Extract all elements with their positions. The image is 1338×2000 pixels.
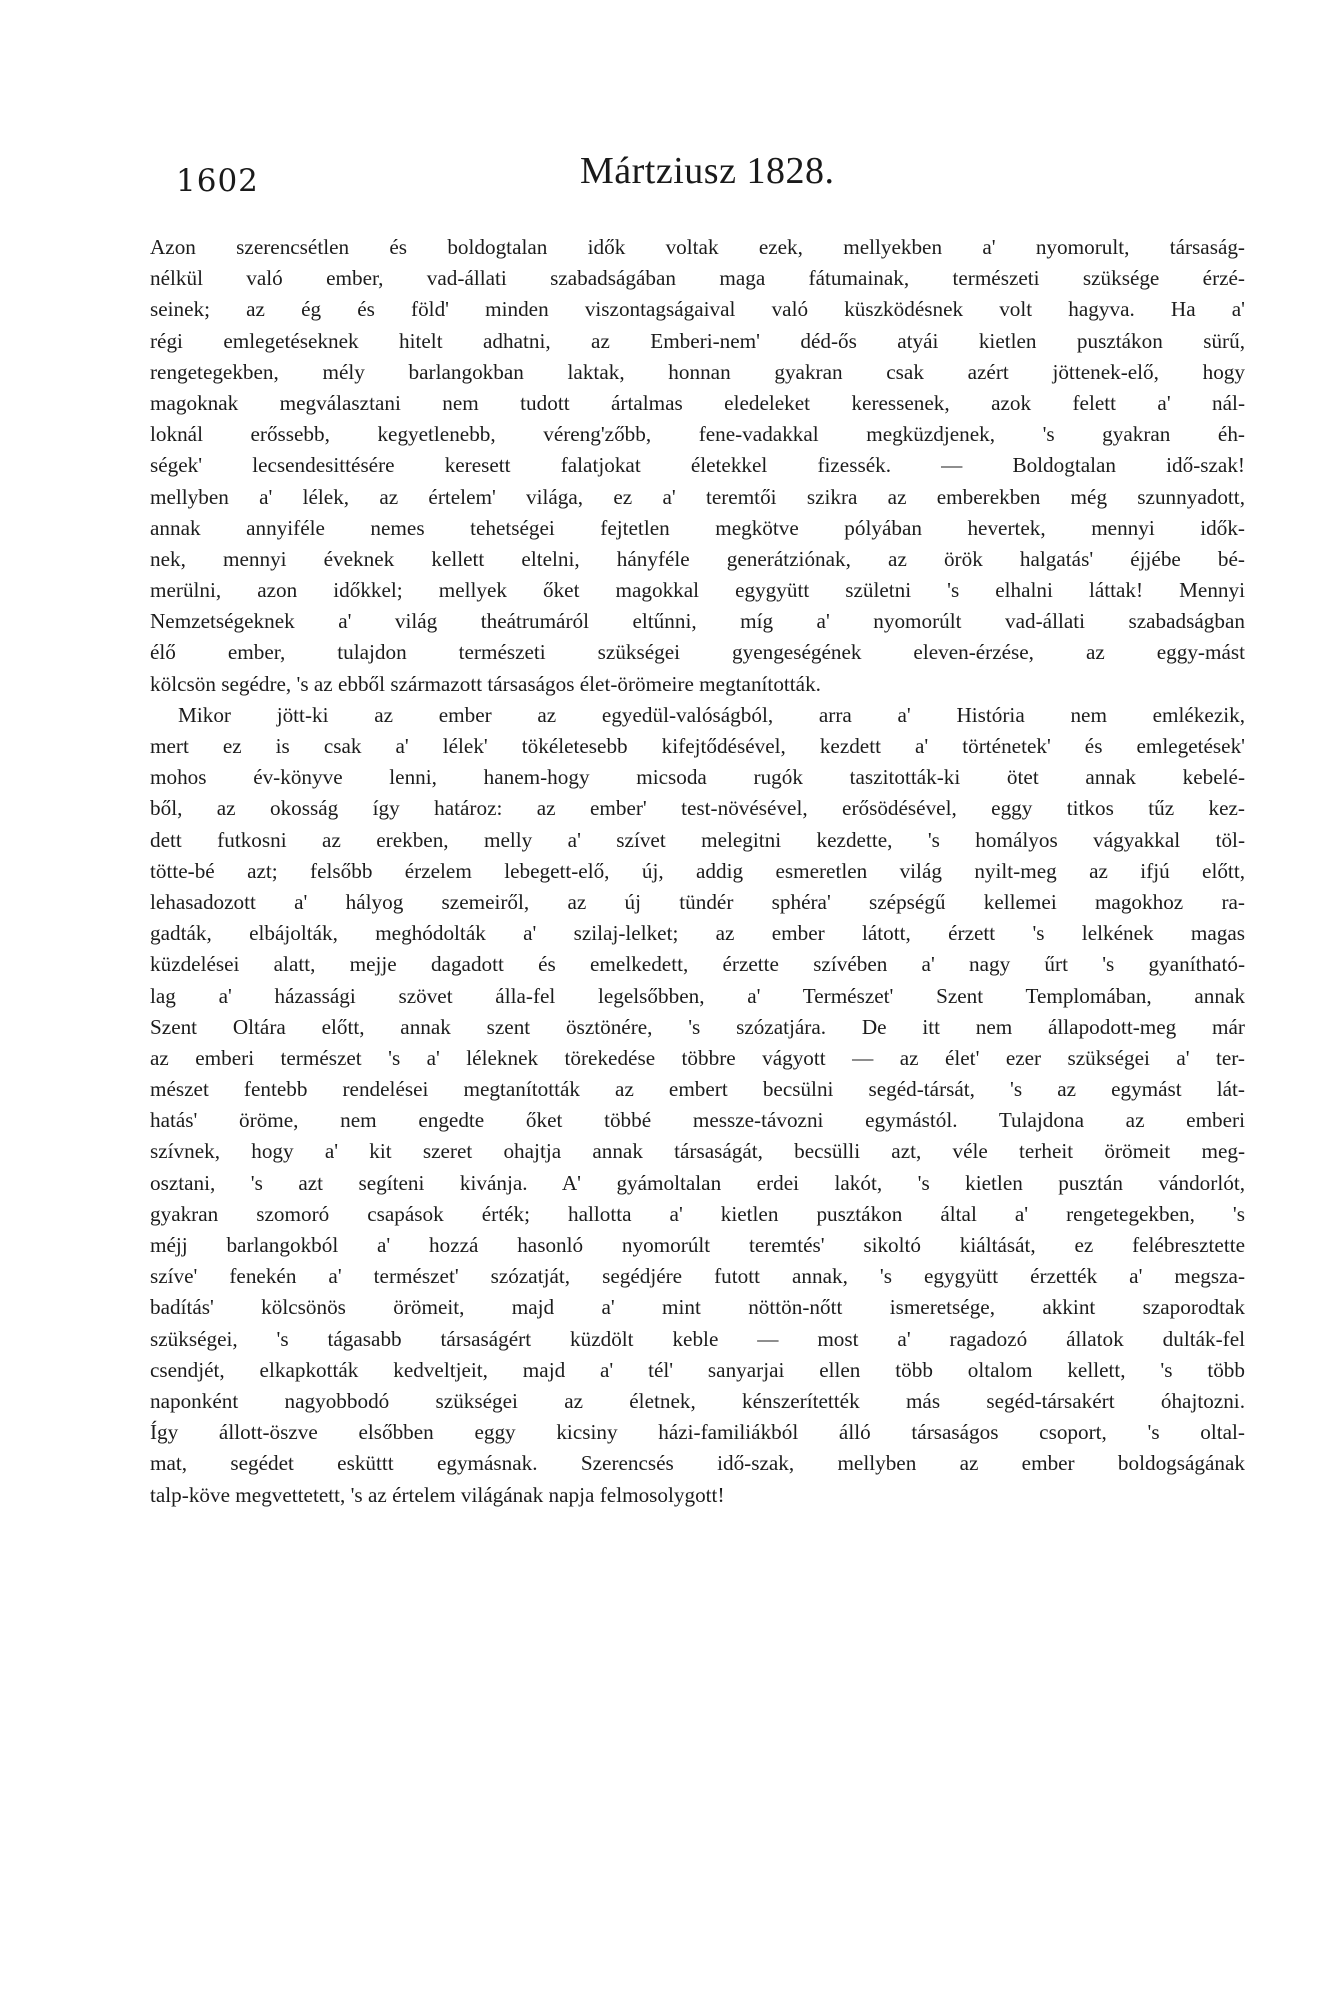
text-line: mészet fentebb rendelései megtanították az embert becsülni segéd-társát, 's az egymást lát-	[150, 1077, 1245, 1102]
text-line: Azon szerencsétlen és boldogtalan idők voltak ezek, mellyekben a' nyomorult, társaság-	[150, 235, 1245, 259]
text-line: merülni, azon időkkel; mellyek őket magokkal egygyütt születni 's elhalni láttak! Mennyi	[150, 578, 1245, 603]
text-line: lehasadozott a' hályog szemeiről, az új tündér sphéra' szépségű kellemei magokhoz ra-	[150, 889, 1245, 914]
text-line: mert ez is csak a' lélek' tökéletesebb kifejtődésével, kezdett a' történetek' és emlegetések'	[150, 734, 1245, 758]
text-line: nek, mennyi éveknek kellett eltelni, hányféle generátziónak, az örök halgatás' éjjébe bé-	[150, 546, 1245, 571]
page-header	[140, 145, 1250, 205]
text-line: lag a' házassági szövet álla-fel legelsőbben, a' Természet' Szent Templomában, annak	[150, 983, 1245, 1008]
text-line: Így állott-öszve elsőbben eggy kicsiny házi-familiákból álló társaságos csoport, 's oltal-	[150, 1420, 1245, 1445]
text-line: loknál erőssebb, kegyetlenebb, véreng'zőbb, fene-vadakkal megküzdjenek, 's gyakran éh-	[150, 422, 1245, 447]
text-line: Szent Oltára előtt, annak szent ösztönére, 's szózatjára. De itt nem állapodott-meg már	[150, 1014, 1245, 1039]
text-line: élő ember, tulajdon természeti szükségei gyengeségének eleven-érzése, az eggy-mást	[150, 640, 1245, 665]
text-line: annak annyiféle nemes tehetségei fejtetlen megkötve pólyában hevertek, mennyi idők-	[150, 515, 1245, 540]
body-text	[150, 232, 1245, 1511]
text-line: nélkül való ember, vad-állati szabadságában maga fátumainak, természeti szüksége érzé-	[150, 266, 1245, 291]
text-line: hatás' öröme, nem engedte őket többé messze-távozni egymástól. Tulajdona az emberi	[150, 1108, 1245, 1133]
text-line: gadták, elbájolták, meghódolták a' szilaj-lelket; az ember látott, érzett 's lelkének magas	[150, 921, 1245, 946]
text-line: gyakran szomoró csapások érték; hallotta a' kietlen pusztákon által a' rengetegekben, 's	[150, 1201, 1245, 1226]
text-line: mohos év-könyve lenni, hanem-hogy micsoda rugók taszitották-ki ötet annak kebelé-	[150, 765, 1245, 790]
text-line: méjj barlangokból a' hozzá hasonló nyomorúlt teremtés' sikoltó kiáltását, ez felébresztette	[150, 1233, 1245, 1257]
text-line: seinek; az ég és föld' minden viszontagságaival való küszködésnek volt hagyva. Ha a'	[150, 297, 1245, 322]
text-line: szíve' fenekén a' természet' szózatját, segédjére futott annak, 's egygyütt érzették a' megsza-	[150, 1264, 1245, 1289]
text-line: rengetegekben, mély barlangokban laktak, honnan gyakran csak azért jöttenek-elő, hogy	[150, 359, 1245, 384]
text-line: szükségei, 's tágasabb társaságért küzdölt keble — most a' ragadozó állatok dulták-fel	[150, 1326, 1245, 1351]
text-line: küzdelései alatt, mejje dagadott és emelkedett, érzette szívében a' nagy űrt 's gyanítható-	[150, 952, 1245, 977]
text-line: naponként nagyobbodó szükségei az életnek, kénszerítették más segéd-társakért óhajtozni.	[150, 1388, 1245, 1413]
text-line: ből, az okosság így határoz: az ember' test-növésével, erősödésével, eggy titkos tűz kez-	[150, 796, 1245, 821]
text-line: dett futkosni az erekben, melly a' szívet melegitni kezdette, 's homályos vágyakkal töl-	[150, 827, 1245, 852]
text-line: Nemzetségeknek a' világ theátrumáról eltűnni, míg a' nyomorúlt vad-állati szabadságban	[150, 609, 1245, 634]
text-line: magoknak megválasztani nem tudott ártalmas eledeleket keressenek, azok felett a' nál-	[150, 390, 1245, 415]
text-line: talp-köve megvettetett, 's az értelem világának napja felmosolygott!	[150, 1482, 725, 1507]
text-line: Mikor jött-ki az ember az egyedül-valóságból, arra a' História nem emlékezik,	[178, 702, 1245, 727]
text-line: az emberi természet 's a' léleknek törekedése többre vágyott — az élet' ezer szükségei a' ter-	[150, 1045, 1245, 1070]
text-line: szívnek, hogy a' kit szeret ohajtja annak társaságát, becsülli azt, véle terheit örömeit meg-	[150, 1139, 1245, 1164]
text-line: ségek' lecsendesittésére keresett falatjokat életekkel fizessék. — Boldogtalan idő-szak!	[150, 453, 1245, 478]
text-line: kölcsön segédre, 's az ebből származott társaságos élet-örömeire megtanították.	[150, 671, 821, 696]
text-line: badítás' kölcsönös örömeit, majd a' mint nöttön-nőtt ismeretsége, akkint szaporodtak	[150, 1295, 1245, 1320]
text-line: osztani, 's azt segíteni kivánja. A' gyámoltalan erdei lakót, 's kietlen pusztán vándorlót,	[150, 1170, 1245, 1195]
page-number: 1602	[176, 163, 259, 199]
text-line: tötte-bé azt; felsőbb érzelem lebegett-elő, új, addig esmeretlen világ nyilt-meg az ifjú előtt,	[150, 858, 1245, 883]
text-line: csendjét, elkapkották kedveltjeit, majd a' tél' sanyarjai ellen több oltalom kellett, 's több	[150, 1357, 1245, 1382]
text-line: mellyben a' lélek, az értelem' világa, ez a' teremtői szikra az emberekben még szunnyadott,	[150, 484, 1245, 509]
text-line: mat, segédet esküttt egymásnak. Szerencsés idő-szak, mellyben az ember boldogságának	[150, 1451, 1245, 1476]
running-title: Mártziusz 1828.	[580, 150, 835, 192]
text-line: régi emlegetéseknek hitelt adhatni, az Emberi-nem' déd-ős atyái kietlen pusztákon sürű,	[150, 328, 1245, 353]
